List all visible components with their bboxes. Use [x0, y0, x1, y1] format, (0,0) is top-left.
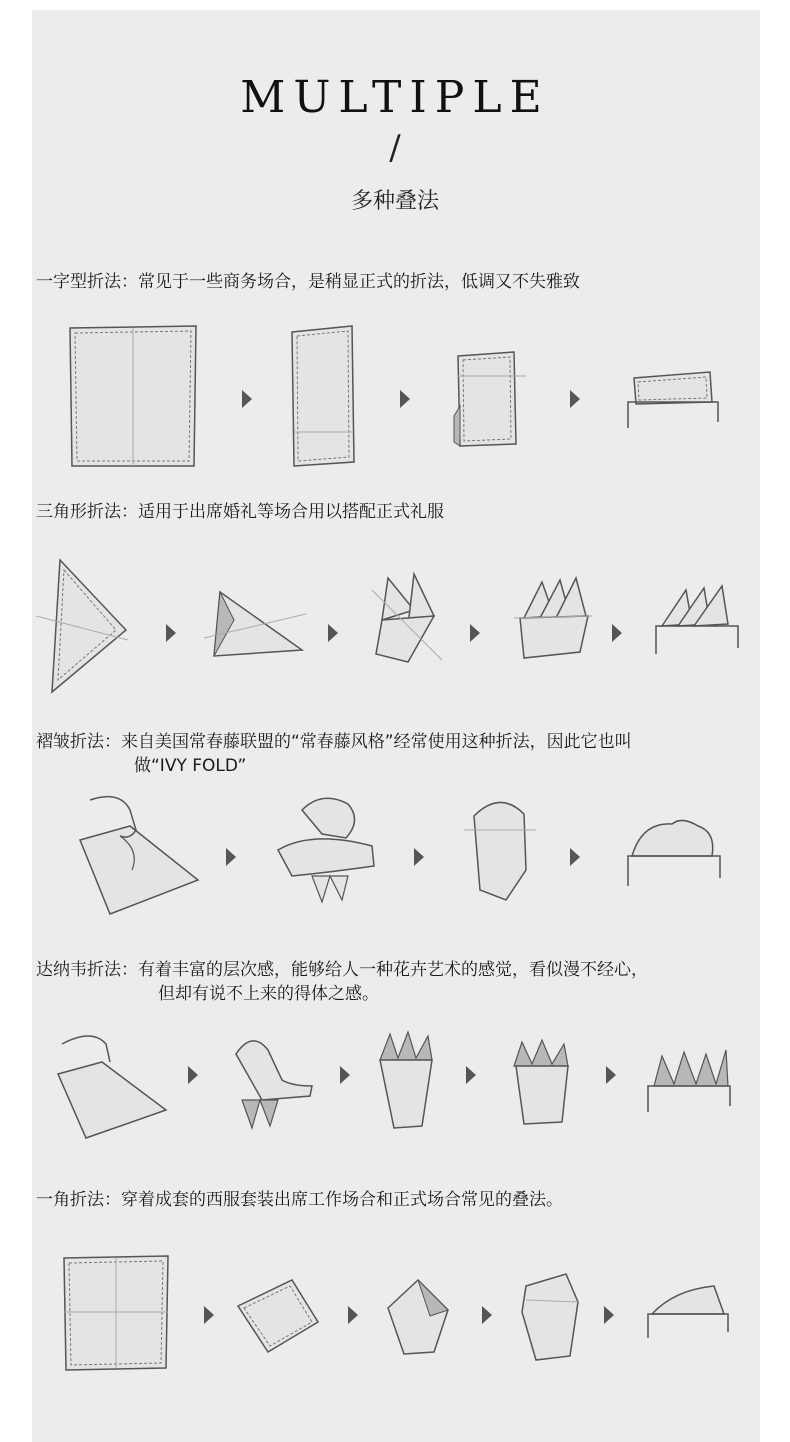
- fold-description-text: 一字型折法：常见于一些商务场合，是稍显正式的折法，低调又不失雅致: [36, 272, 580, 292]
- fold-description-5: [36, 1188, 563, 1212]
- page-subtitle: 多种叠法: [350, 189, 439, 214]
- arrow-icon: [604, 1306, 614, 1324]
- fold-description-text: 三角形折法：适用于出席婚礼等场合用以搭配正式礼服: [36, 502, 444, 522]
- step-2-1-illustration: [34, 556, 130, 696]
- content-panel: [32, 10, 760, 1442]
- step-2-2-illustration: [200, 584, 310, 660]
- step-1-4-illustration: [624, 366, 724, 430]
- step-3-1-illustration: [70, 790, 204, 918]
- step-2-3-illustration: [368, 570, 446, 670]
- step-3-4-illustration: [622, 812, 726, 888]
- arrow-icon: [466, 1066, 476, 1084]
- step-4-1-illustration: [52, 1028, 170, 1142]
- fold-description-continuation: 但却有说不上来的得体之感。: [158, 984, 379, 1004]
- step-5-1-illustration: [58, 1252, 174, 1374]
- arrow-icon: [570, 390, 580, 408]
- arrow-icon: [226, 848, 236, 866]
- step-1-3-illustration: [450, 346, 530, 450]
- arrow-icon: [570, 848, 580, 866]
- step-4-2-illustration: [222, 1030, 318, 1134]
- arrow-icon: [166, 624, 176, 642]
- arrow-icon: [612, 624, 622, 642]
- arrow-icon: [482, 1306, 492, 1324]
- fold-description-4: [36, 958, 648, 1006]
- arrow-icon: [348, 1306, 358, 1324]
- step-1-1-illustration: [66, 322, 200, 470]
- arrow-icon: [188, 1066, 198, 1084]
- step-4-4-illustration: [510, 1036, 572, 1128]
- arrow-icon: [328, 624, 338, 642]
- step-2-4-illustration: [510, 572, 594, 664]
- fold-description-text: 达纳韦折法：有着丰富的层次感，能够给人一种花卉艺术的感觉，看似漫不经心，: [36, 960, 648, 980]
- arrow-icon: [242, 390, 252, 408]
- step-3-3-illustration: [460, 790, 540, 914]
- step-4-5-illustration: [644, 1044, 734, 1114]
- step-5-4-illustration: [516, 1272, 586, 1364]
- arrow-icon: [414, 848, 424, 866]
- fold-description-text: 一角折法：穿着成套的西服套装出席工作场合和正式场合常见的叠法。: [36, 1190, 563, 1210]
- step-1-2-illustration: [288, 322, 360, 470]
- arrow-icon: [400, 390, 410, 408]
- step-5-2-illustration: [234, 1276, 324, 1356]
- step-3-2-illustration: [272, 790, 382, 910]
- fold-description-2: [36, 500, 444, 524]
- arrow-icon: [470, 624, 480, 642]
- fold-description-continuation: 做“IVY FOLD”: [134, 756, 247, 776]
- fold-description-text: 褶皱折法：来自美国常春藤联盟的“常春藤风格”经常使用这种折法，因此它也叫: [36, 732, 632, 752]
- step-2-5-illustration: [650, 582, 744, 656]
- arrow-icon: [340, 1066, 350, 1084]
- title-divider: /: [389, 128, 401, 168]
- arrow-icon: [606, 1066, 616, 1084]
- step-5-5-illustration: [644, 1280, 734, 1340]
- step-5-3-illustration: [382, 1276, 456, 1360]
- step-4-3-illustration: [376, 1030, 436, 1132]
- page-title: MULTIPLE: [240, 72, 550, 123]
- fold-description-3: [36, 730, 632, 778]
- arrow-icon: [204, 1306, 214, 1324]
- fold-description-1: [36, 270, 580, 294]
